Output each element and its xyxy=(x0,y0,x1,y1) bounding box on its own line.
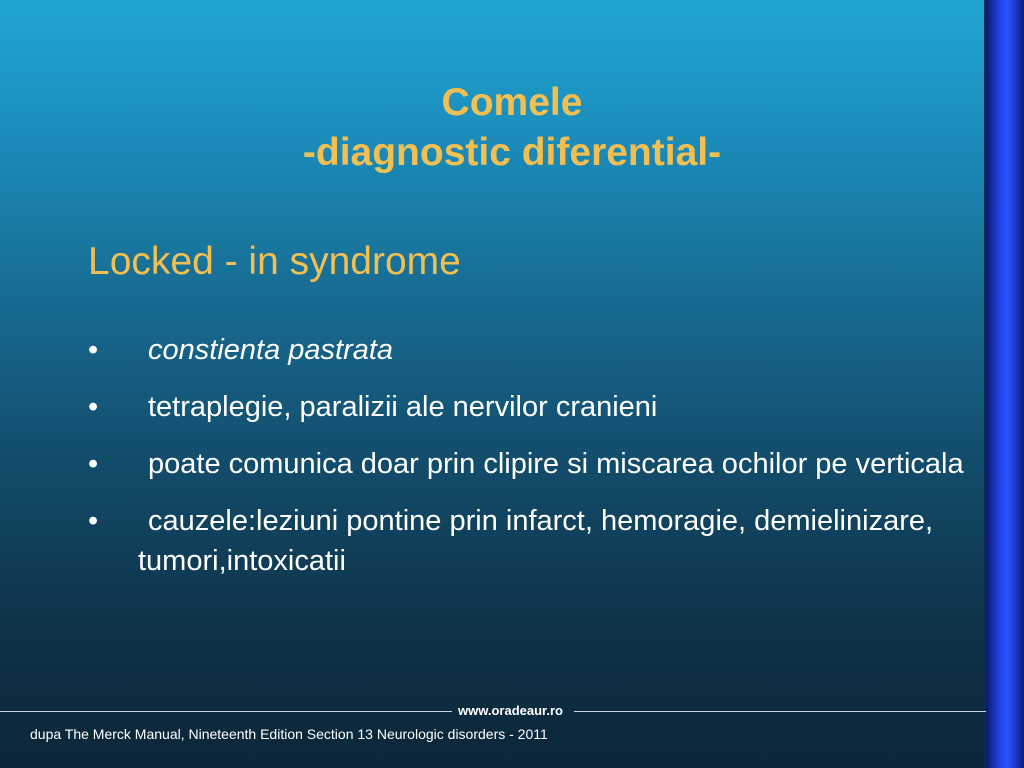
bullet-symbol: • xyxy=(88,391,99,423)
bullet-symbol: • xyxy=(88,334,99,366)
slide-subtitle: Locked - in syndrome xyxy=(88,240,461,283)
footer-divider-right xyxy=(574,711,986,712)
bullet-list xyxy=(88,330,968,598)
bullet-symbol: • xyxy=(88,505,99,537)
bullet-text: cauzele:leziuni pontine prin infarct, hemoragie, demielinizare, tumori,intoxicatii xyxy=(138,505,934,577)
title-line-2: -diagnostic diferential- xyxy=(302,131,722,174)
title-line-1: Comele xyxy=(441,81,583,124)
bullet-text: poate comunica doar prin clipire si miscarea ochilor pe verticala xyxy=(148,448,964,480)
bullet-symbol: • xyxy=(88,448,99,480)
bullet-item xyxy=(88,501,968,581)
bullet-item xyxy=(88,330,968,370)
bullet-item xyxy=(88,387,968,427)
bullet-text: constienta pastrata xyxy=(148,334,394,366)
website-link[interactable]: www.oradeaur.ro xyxy=(458,703,563,718)
footer-source: dupa The Merck Manual, Nineteenth Edition Section 13 Neurologic disorders - 2011 xyxy=(30,726,548,742)
footer-divider-left xyxy=(0,711,452,712)
slide-title xyxy=(0,78,1024,178)
bullet-text: tetraplegie, paralizii ale nervilor cranieni xyxy=(148,391,658,423)
bullet-item xyxy=(88,444,968,484)
